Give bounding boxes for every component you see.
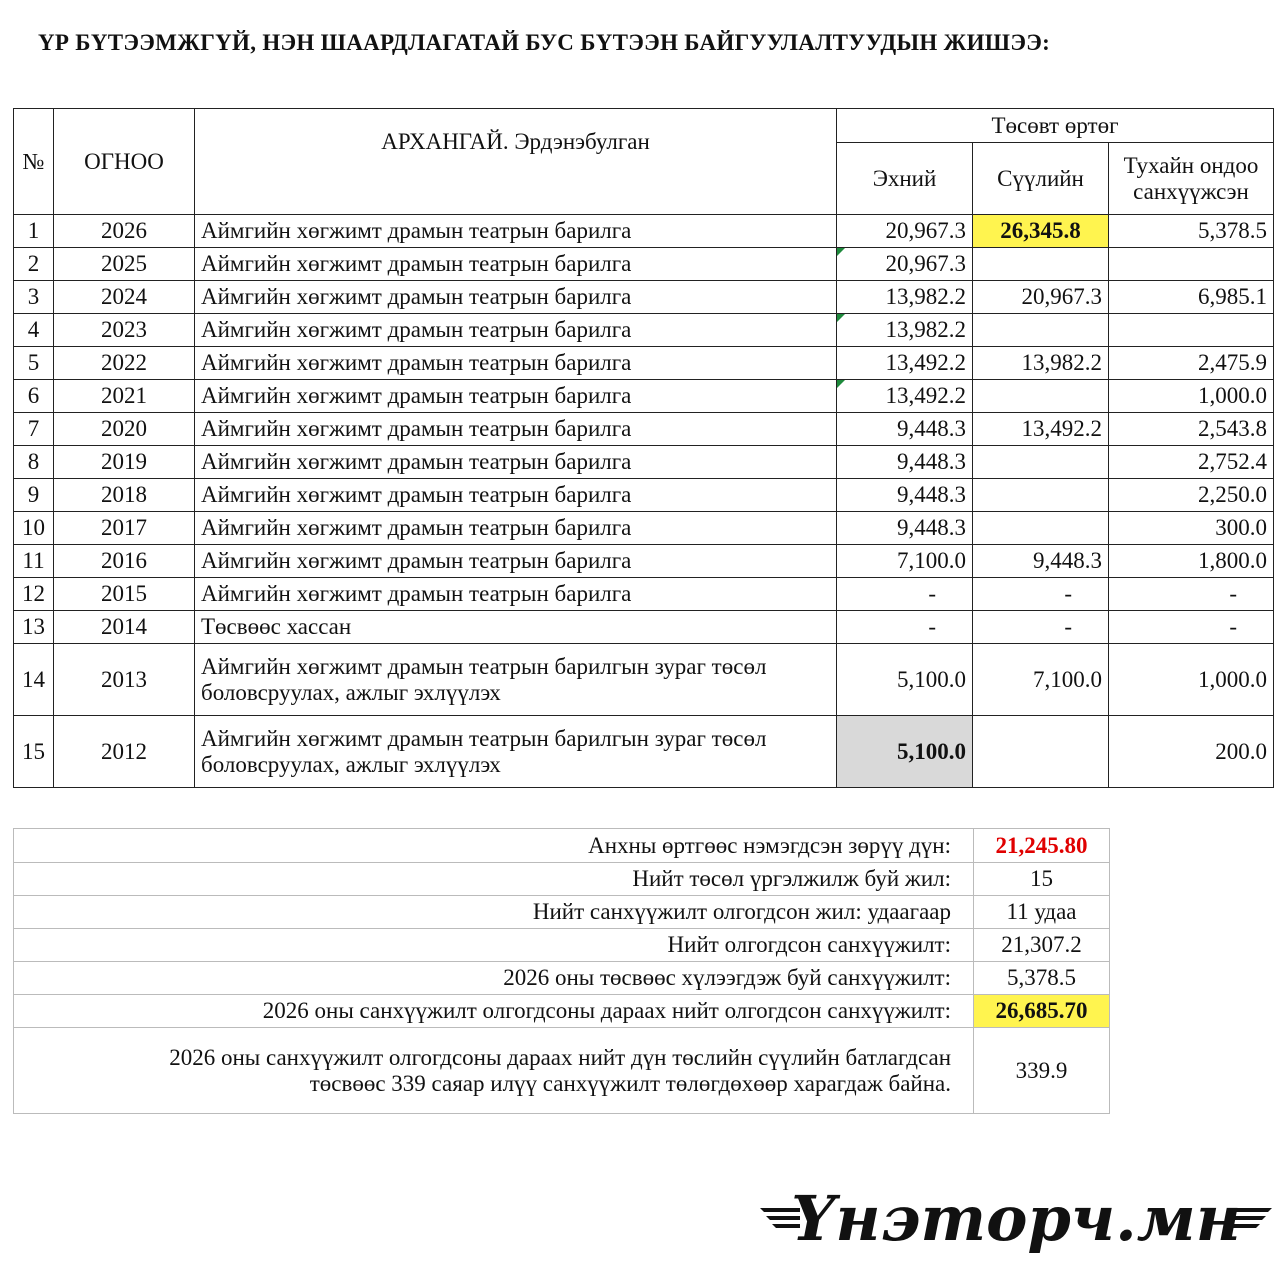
row-initial: 5,100.0 bbox=[837, 644, 973, 716]
row-initial: - bbox=[837, 611, 973, 644]
row-last bbox=[973, 446, 1109, 479]
table-row bbox=[14, 446, 1274, 479]
table-row bbox=[14, 380, 1274, 413]
row-last: 7,100.0 bbox=[973, 644, 1109, 716]
summary-label-line1: 2026 оны санхүүжилт олгогдсоны дараах нийт дүн төслийн сүүлийн батлагдсан bbox=[169, 1044, 951, 1070]
row-project-line2: боловсруулах, ажлыг эхлүүлэх bbox=[201, 679, 501, 705]
summary-row bbox=[14, 863, 1110, 896]
row-funded: 1,800.0 bbox=[1109, 545, 1274, 578]
summary-row bbox=[14, 829, 1110, 863]
row-num: 7 bbox=[14, 413, 54, 446]
table-row bbox=[14, 611, 1274, 644]
row-num: 3 bbox=[14, 281, 54, 314]
row-funded: 1,000.0 bbox=[1109, 644, 1274, 716]
summary-row bbox=[14, 929, 1110, 962]
summary-row bbox=[14, 896, 1110, 929]
row-num: 11 bbox=[14, 545, 54, 578]
col-header-initial: Эхний bbox=[837, 143, 973, 215]
page-title: ҮР БҮТЭЭМЖГҮЙ, НЭН ШААРДЛАГАТАЙ БУС БҮТЭЭН БАЙГУУЛАЛТУУДЫН ЖИШЭЭ: bbox=[38, 30, 1051, 55]
row-project: Төсвөөс хассан bbox=[195, 611, 837, 644]
summary-value-highlighted: 26,685.70 bbox=[974, 995, 1110, 1028]
row-project: Аймгийн хөгжимт драмын театрын барилга bbox=[195, 545, 837, 578]
row-project: Аймгийн хөгжимт драмын театрын барилга bbox=[195, 512, 837, 545]
row-project: Аймгийн хөгжимт драмын театрын барилга bbox=[195, 248, 837, 281]
row-num: 9 bbox=[14, 479, 54, 512]
row-project: Аймгийн хөгжимт драмын театрын барилга bbox=[195, 314, 837, 347]
table-row bbox=[14, 413, 1274, 446]
row-last bbox=[973, 248, 1109, 281]
row-last bbox=[973, 380, 1109, 413]
row-year: 2025 bbox=[54, 248, 195, 281]
row-initial: 9,448.3 bbox=[837, 512, 973, 545]
row-year: 2024 bbox=[54, 281, 195, 314]
row-initial-highlighted: 5,100.0 bbox=[837, 716, 973, 788]
summary-label: Нийт төсөл үргэлжилж буй жил: bbox=[14, 863, 974, 896]
row-project: Аймгийн хөгжимт драмын театрын барилга bbox=[195, 413, 837, 446]
table-row bbox=[14, 716, 1274, 788]
summary-label: 2026 оны төсвөөс хүлээгдэж буй санхүүжилт: bbox=[14, 962, 974, 995]
row-funded: 200.0 bbox=[1109, 716, 1274, 788]
row-project: Аймгийн хөгжимт драмын театрын барилга bbox=[195, 479, 837, 512]
row-project-line2: боловсруулах, ажлыг эхлүүлэх bbox=[201, 751, 501, 777]
row-year: 2018 bbox=[54, 479, 195, 512]
row-project: Аймгийн хөгжимт драмын театрын барилга bbox=[195, 281, 837, 314]
row-funded: 2,752.4 bbox=[1109, 446, 1274, 479]
row-num: 5 bbox=[14, 347, 54, 380]
row-project: Аймгийн хөгжимт драмын театрын барилга bbox=[195, 215, 837, 248]
summary-value: 339.9 bbox=[974, 1028, 1110, 1114]
summary-row bbox=[14, 962, 1110, 995]
col-header-num: № bbox=[14, 109, 54, 215]
row-funded: 2,475.9 bbox=[1109, 347, 1274, 380]
row-last: 13,982.2 bbox=[973, 347, 1109, 380]
summary-value-red: 21,245.80 bbox=[974, 829, 1110, 863]
row-initial: 9,448.3 bbox=[837, 479, 973, 512]
row-initial: 20,967.3 bbox=[837, 248, 973, 281]
table-row bbox=[14, 281, 1274, 314]
row-initial: 20,967.3 bbox=[837, 215, 973, 248]
row-initial: 13,492.2 bbox=[837, 347, 973, 380]
table-row bbox=[14, 479, 1274, 512]
col-header-project: АРХАНГАЙ. Эрдэнэбулган bbox=[195, 109, 837, 215]
row-year: 2026 bbox=[54, 215, 195, 248]
row-last bbox=[973, 512, 1109, 545]
row-num: 14 bbox=[14, 644, 54, 716]
row-last-highlighted: 26,345.8 bbox=[973, 215, 1109, 248]
row-last: 9,448.3 bbox=[973, 545, 1109, 578]
summary-value: 21,307.2 bbox=[974, 929, 1110, 962]
summary-row bbox=[14, 995, 1110, 1028]
col-header-last: Сүүлийн bbox=[973, 143, 1109, 215]
col-header-cost-group: Төсөвт өртөг bbox=[837, 109, 1274, 143]
row-initial: - bbox=[837, 578, 973, 611]
row-year: 2013 bbox=[54, 644, 195, 716]
row-funded: 2,543.8 bbox=[1109, 413, 1274, 446]
row-project: Аймгийн хөгжимт драмын театрын барилга bbox=[195, 446, 837, 479]
row-year: 2014 bbox=[54, 611, 195, 644]
row-funded: - bbox=[1109, 578, 1274, 611]
row-initial: 13,982.2 bbox=[837, 281, 973, 314]
row-num: 15 bbox=[14, 716, 54, 788]
table-row bbox=[14, 512, 1274, 545]
row-year: 2016 bbox=[54, 545, 195, 578]
row-initial: 13,982.2 bbox=[837, 314, 973, 347]
summary-label: 2026 оны санхүүжилт олгогдсоны дараах нийт олгогдсон санхүүжилт: bbox=[14, 995, 974, 1028]
row-project: Аймгийн хөгжимт драмын театрын барилга bbox=[195, 380, 837, 413]
row-year: 2020 bbox=[54, 413, 195, 446]
row-project-line1: Аймгийн хөгжимт драмын театрын барилгын зураг төсөл bbox=[201, 653, 767, 679]
row-year: 2019 bbox=[54, 446, 195, 479]
row-year: 2022 bbox=[54, 347, 195, 380]
row-year: 2015 bbox=[54, 578, 195, 611]
row-last: - bbox=[973, 578, 1109, 611]
row-project-line1: Аймгийн хөгжимт драмын театрын барилгын зураг төсөл bbox=[201, 725, 767, 751]
row-num: 8 bbox=[14, 446, 54, 479]
row-initial: 9,448.3 bbox=[837, 413, 973, 446]
row-year: 2017 bbox=[54, 512, 195, 545]
row-project: Аймгийн хөгжимт драмын театрын барилга bbox=[195, 578, 837, 611]
row-funded bbox=[1109, 314, 1274, 347]
row-funded: 2,250.0 bbox=[1109, 479, 1274, 512]
summary-label: Нийт олгогдсон санхүүжилт: bbox=[14, 929, 974, 962]
row-initial: 9,448.3 bbox=[837, 446, 973, 479]
col-header-funded-line2: санхүүжсэн bbox=[1133, 178, 1249, 204]
row-last bbox=[973, 479, 1109, 512]
summary-value: 11 удаа bbox=[974, 896, 1110, 929]
row-project bbox=[195, 644, 837, 716]
row-last: 13,492.2 bbox=[973, 413, 1109, 446]
summary-label bbox=[14, 1028, 974, 1114]
summary-row bbox=[14, 1028, 1110, 1114]
site-logo bbox=[760, 1178, 1272, 1256]
summary-label: Нийт санхүүжилт олгогдсон жил: удаагаар bbox=[14, 896, 974, 929]
row-num: 12 bbox=[14, 578, 54, 611]
table-row bbox=[14, 215, 1274, 248]
table-row bbox=[14, 545, 1274, 578]
col-header-year: ОГНОО bbox=[54, 109, 195, 215]
row-funded: 1,000.0 bbox=[1109, 380, 1274, 413]
row-funded: 300.0 bbox=[1109, 512, 1274, 545]
row-num: 2 bbox=[14, 248, 54, 281]
row-project bbox=[195, 716, 837, 788]
table-row bbox=[14, 347, 1274, 380]
col-header-funded bbox=[1109, 143, 1274, 215]
summary-value: 15 bbox=[974, 863, 1110, 896]
row-initial: 13,492.2 bbox=[837, 380, 973, 413]
col-header-funded-line1: Тухайн ондоо bbox=[1123, 152, 1259, 178]
row-year: 2023 bbox=[54, 314, 195, 347]
summary-table bbox=[13, 828, 1110, 1114]
row-num: 6 bbox=[14, 380, 54, 413]
row-funded: - bbox=[1109, 611, 1274, 644]
row-last: - bbox=[973, 611, 1109, 644]
row-funded bbox=[1109, 248, 1274, 281]
table-row bbox=[14, 578, 1274, 611]
row-num: 13 bbox=[14, 611, 54, 644]
row-num: 1 bbox=[14, 215, 54, 248]
row-funded: 5,378.5 bbox=[1109, 215, 1274, 248]
row-last bbox=[973, 716, 1109, 788]
construction-cost-table bbox=[13, 108, 1274, 788]
summary-value: 5,378.5 bbox=[974, 962, 1110, 995]
row-project: Аймгийн хөгжимт драмын театрын барилга bbox=[195, 347, 837, 380]
table-row bbox=[14, 314, 1274, 347]
summary-label-line2: төсвөөс 339 саяар илүү санхүүжилт төлөгдөхөөр харагдаж байна. bbox=[309, 1070, 951, 1096]
summary-label: Анхны өртгөөс нэмэгдсэн зөрүү дүн: bbox=[14, 829, 974, 863]
table-row bbox=[14, 644, 1274, 716]
row-last: 20,967.3 bbox=[973, 281, 1109, 314]
row-num: 4 bbox=[14, 314, 54, 347]
logo-text: Үнэторч.мн bbox=[791, 1182, 1241, 1255]
row-last bbox=[973, 314, 1109, 347]
table-row bbox=[14, 248, 1274, 281]
header-row bbox=[14, 109, 1274, 143]
row-initial: 7,100.0 bbox=[837, 545, 973, 578]
row-year: 2021 bbox=[54, 380, 195, 413]
row-num: 10 bbox=[14, 512, 54, 545]
row-funded: 6,985.1 bbox=[1109, 281, 1274, 314]
row-year: 2012 bbox=[54, 716, 195, 788]
